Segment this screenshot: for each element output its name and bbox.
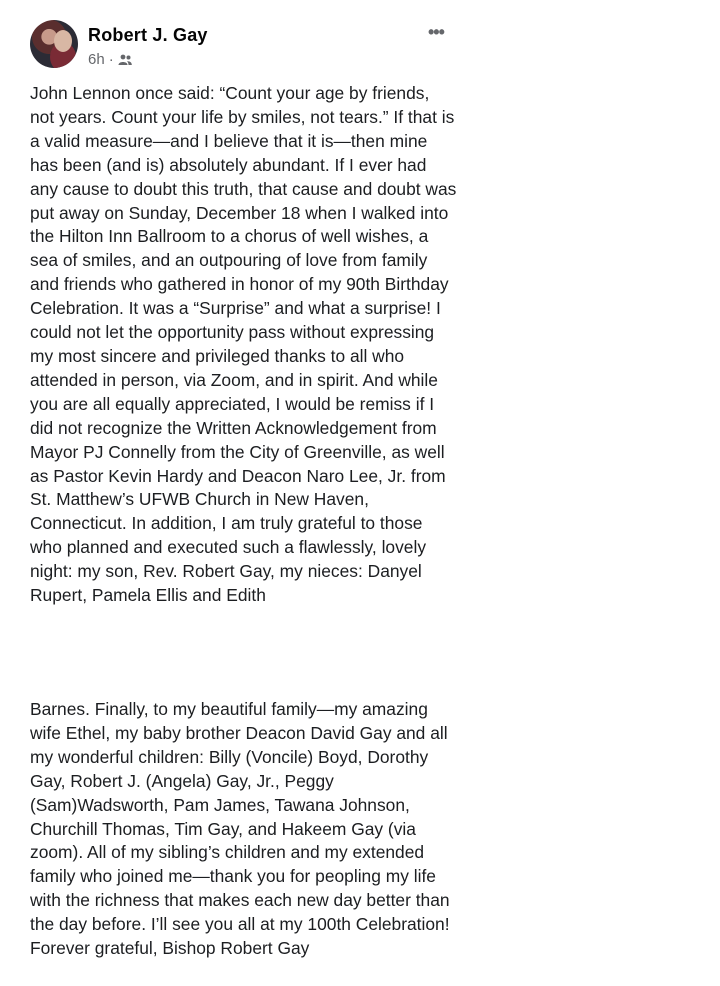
more-icon[interactable]: ••• — [428, 22, 444, 42]
post-meta — [88, 51, 132, 68]
screenshot-seam — [0, 660, 720, 674]
post-card — [18, 14, 462, 660]
meta-separator: · — [108, 51, 114, 68]
post-text-part-2: Barnes. Finally, to my beautiful family—my amazing wife Ethel, my baby brother Deacon David Gay and all my wonderful children: Billy (Voncile) Boyd, Dorothy Gay, Robert J. (Angela) Gay, Jr., Peggy (Sam)Wadsworth, Pam James, Tawana Johnson, Churchill Thomas, Tim Gay, and Hakeem Gay (via zoom). All of my sibling’s children and my extended family who joined me—thank you for peopling my life with the richness that makes each new day better than the day before. I’ll see you all at my 100th Celebration! Forever grateful, Bishop Robert Gay — [30, 699, 450, 959]
friends-icon[interactable] — [118, 54, 132, 66]
author-name[interactable]: Robert J. Gay — [88, 25, 208, 45]
post-text-part-1: John Lennon once said: “Count your age by friends, not years. Count your life by smiles, not tears.” If that is a valid measure—and I believe that it is—then mine has been (and is) absolutely abundant. If I ever had any cause to doubt this truth, that cause and doubt was put away on Sunday, December 18 when I walked into the Hilton Inn Ballroom to a chorus of well wishes, a sea of smiles, and an outpouring of love from family and friends who gathered in honor of my 90th Birthday Celebration. It was a “Surprise” and what a surprise! I could not let the opportunity pass without expressing my most sincere and privileged thanks to all who attended in person, via Zoom, and in spirit. And while you are all equally appreciated, I would be remiss if I did not recognize the Written Acknowledgement from Mayor PJ Connelly from the City of Greenville, as well as Pastor Kevin Hardy and Deacon Naro Lee, Jr. from St. Matthew’s UFWB Church in New Haven, Connecticut. In addition, I am truly grateful to those who planned and executed such a flawlessly, lovely night: my son, Rev. Robert Gay, my nieces: Danyel Rupert, Pamela Ellis and Edith — [30, 83, 457, 606]
background-right — [462, 0, 720, 986]
avatar[interactable] — [30, 20, 78, 68]
post-time[interactable]: 6h — [88, 51, 105, 68]
post-card-continued — [18, 674, 462, 986]
